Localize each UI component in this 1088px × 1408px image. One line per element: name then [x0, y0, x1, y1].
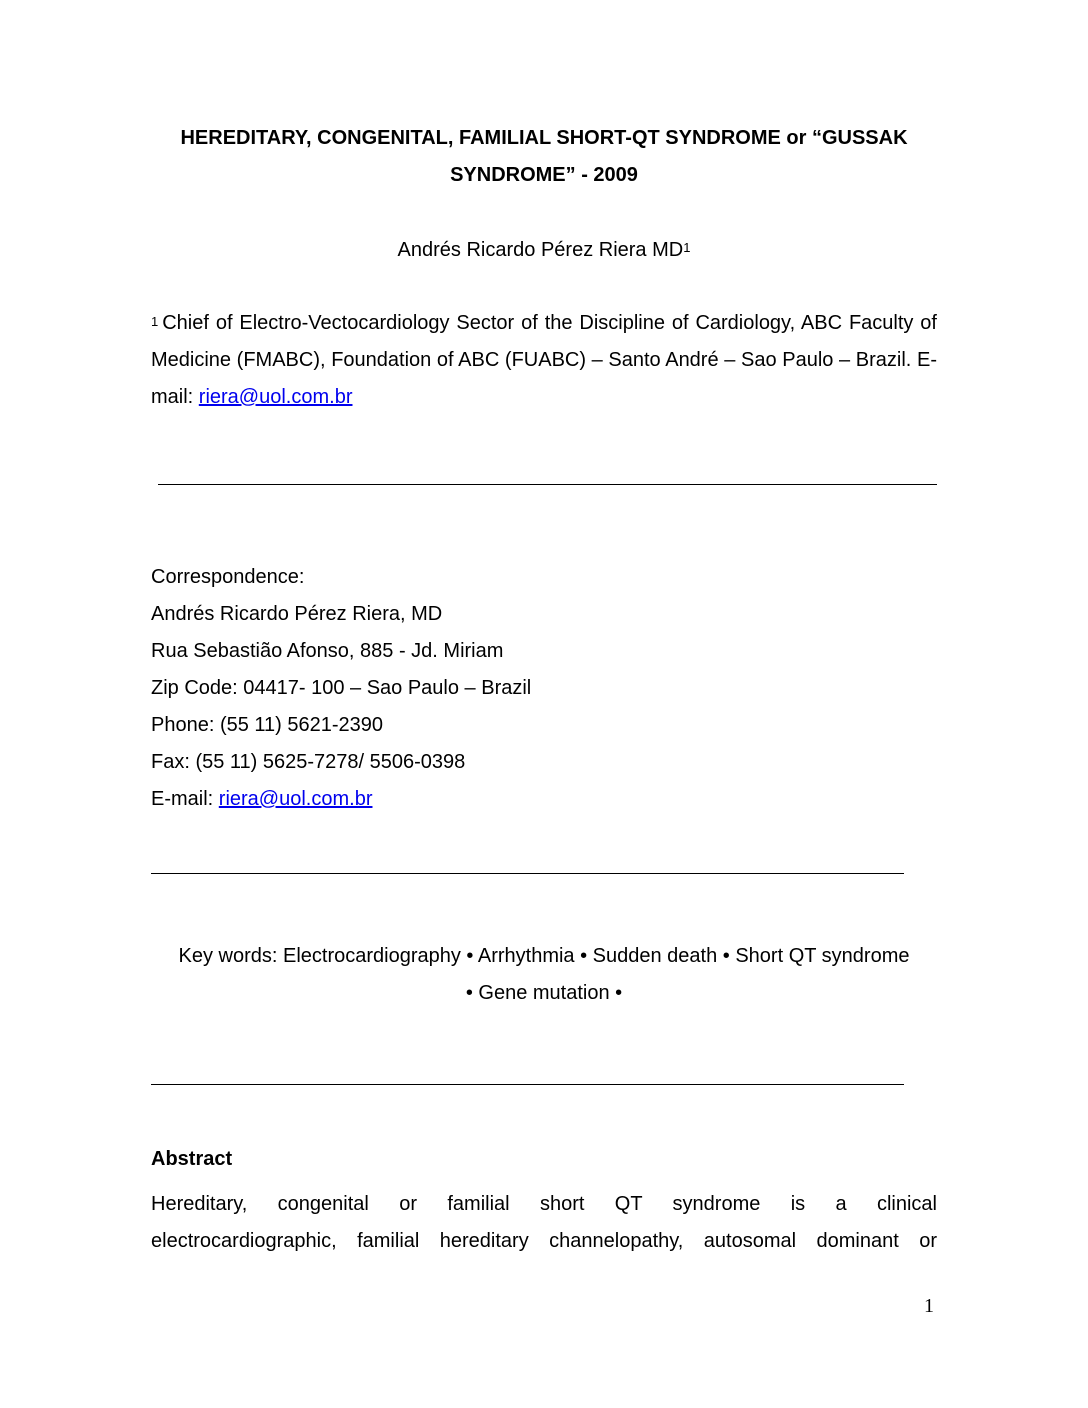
- title-line-2: SYNDROME” - 2009: [450, 164, 638, 186]
- title-line-1: HEREDITARY, CONGENITAL, FAMILIAL SHORT-QT SYNDROME or “GUSSAK: [180, 127, 908, 149]
- correspondence-phone: Phone: (55 11) 5621-2390: [151, 714, 384, 736]
- keywords-line-1: Key words: Electrocardiography • Arrhythmia • Sudden death • Short QT syndrome: [178, 945, 910, 967]
- abstract-line-1: Hereditary, congenital or familial short QT syndrome is a clinical: [151, 1193, 937, 1215]
- correspondence-email-link[interactable]: riera@uol.com.br: [218, 788, 373, 810]
- abstract-line-2: electrocardiographic, familial hereditary channelopathy, autosomal dominant or: [151, 1230, 937, 1252]
- correspondence-email-line: [151, 781, 531, 818]
- affiliation-paragraph: [151, 305, 937, 416]
- correspondence-name: Andrés Ricardo Pérez Riera, MD: [151, 603, 443, 625]
- correspondence-zip: Zip Code: 04417- 100 – Sao Paulo – Brazil: [151, 677, 532, 699]
- keywords-line-2: • Gene mutation •: [465, 982, 623, 1004]
- affiliation-text: Chief of Electro-Vectocardiology Sector of the Discipline of Cardiology, ABC Faculty of Medicine (FMABC), Foundation of ABC (FUABC) – Santo André – Sao Paulo – Brazil. E-mail:: [151, 312, 937, 408]
- correspondence-heading: Correspondence:: [151, 566, 305, 588]
- author-line: [151, 234, 937, 266]
- correspondence-fax: Fax: (55 11) 5625-7278/ 5506-0398: [151, 751, 466, 773]
- affiliation-footnote-mark: 1: [151, 314, 159, 329]
- page-number: 1: [924, 1295, 934, 1317]
- keywords-block: [151, 938, 937, 1012]
- author-name: Andrés Ricardo Pérez Riera MD: [397, 239, 684, 261]
- abstract-heading: Abstract: [151, 1148, 233, 1170]
- horizontal-rule: [158, 484, 937, 485]
- correspondence-block: [151, 559, 531, 818]
- correspondence-email-label: E-mail:: [151, 788, 219, 810]
- abstract-text: [151, 1186, 937, 1260]
- horizontal-rule: [151, 1084, 904, 1085]
- affiliation-email-link[interactable]: riera@uol.com.br: [198, 386, 353, 408]
- horizontal-rule: [151, 873, 904, 874]
- correspondence-address: Rua Sebastião Afonso, 885 - Jd. Miriam: [151, 640, 504, 662]
- document-title: [151, 120, 937, 194]
- author-footnote-mark: 1: [683, 240, 691, 255]
